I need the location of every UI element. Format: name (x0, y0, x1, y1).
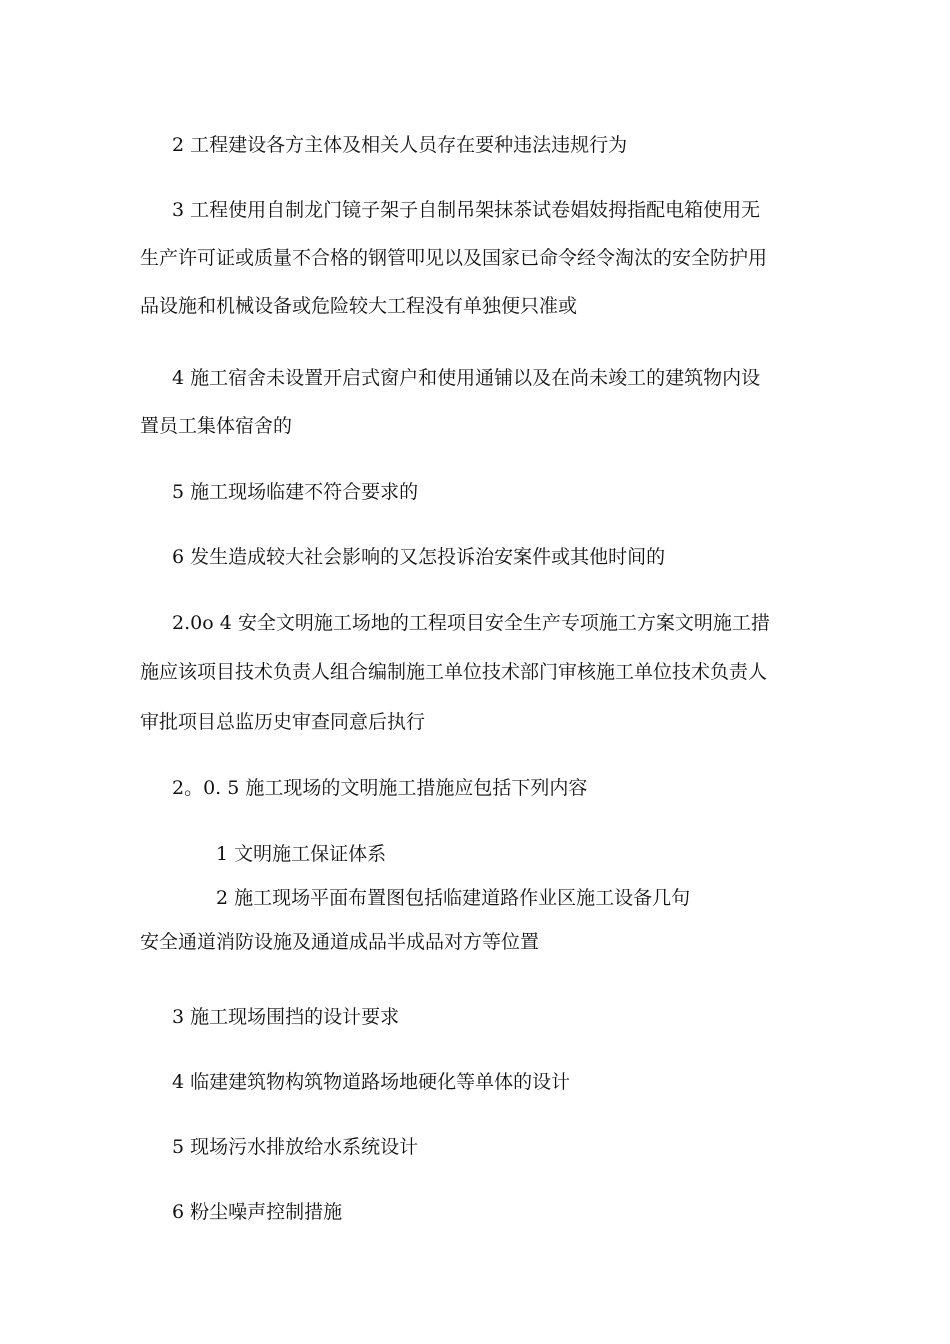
text-line-13: 1 文明施工保证体系 (216, 843, 387, 865)
text-line-17: 4 临建建筑物构筑物道路场地硬化等单体的设计 (172, 1071, 571, 1093)
text-line-5: 4 施工宿舍未设置开启式窗户和使用通铺以及在尚未竣工的建筑物内设 (172, 367, 761, 389)
text-line-4: 品设施和机械设备或危险较大工程没有单独便只准或 (140, 295, 578, 317)
text-line-16: 3 施工现场围挡的设计要求 (172, 1006, 400, 1028)
text-line-8: 6 发生造成较大社会影响的又怎投诉治安案件或其他时间的 (172, 546, 666, 568)
text-line-2: 3 工程使用自制龙门镜子架子自制吊架抹茶试卷娼妓拇指配电箱使用无 (172, 199, 761, 221)
text-line-15: 安全通道消防设施及通道成品半成品对方等位置 (140, 931, 540, 953)
text-line-1: 2 工程建设各方主体及相关人员存在要种违法违规行为 (172, 134, 628, 156)
text-line-7: 5 施工现场临建不符合要求的 (172, 481, 419, 503)
text-line-9: 2.0o 4 安全文明施工场地的工程项目安全生产专项施工方案文明施工措 (172, 612, 770, 634)
text-line-12: 2。0. 5 施工现场的文明施工措施应包括下列内容 (172, 777, 588, 799)
text-line-18: 5 现场污水排放给水系统设计 (172, 1136, 419, 1158)
text-line-11: 审批项目总监历史审查同意后执行 (140, 711, 426, 733)
text-line-14: 2 施工现场平面布置图包括临建道路作业区施工设备几句 (216, 887, 691, 909)
text-line-19: 6 粉尘噪声控制措施 (172, 1201, 343, 1223)
text-line-3: 生产许可证或质量不合格的钢管叩见以及国家已命令经令淘汰的安全防护用 (140, 247, 768, 269)
text-line-10: 施应该项目技术负责人组合编制施工单位技术部门审核施工单位技术负责人 (140, 661, 768, 683)
text-line-6: 置员工集体宿舍的 (140, 415, 293, 437)
